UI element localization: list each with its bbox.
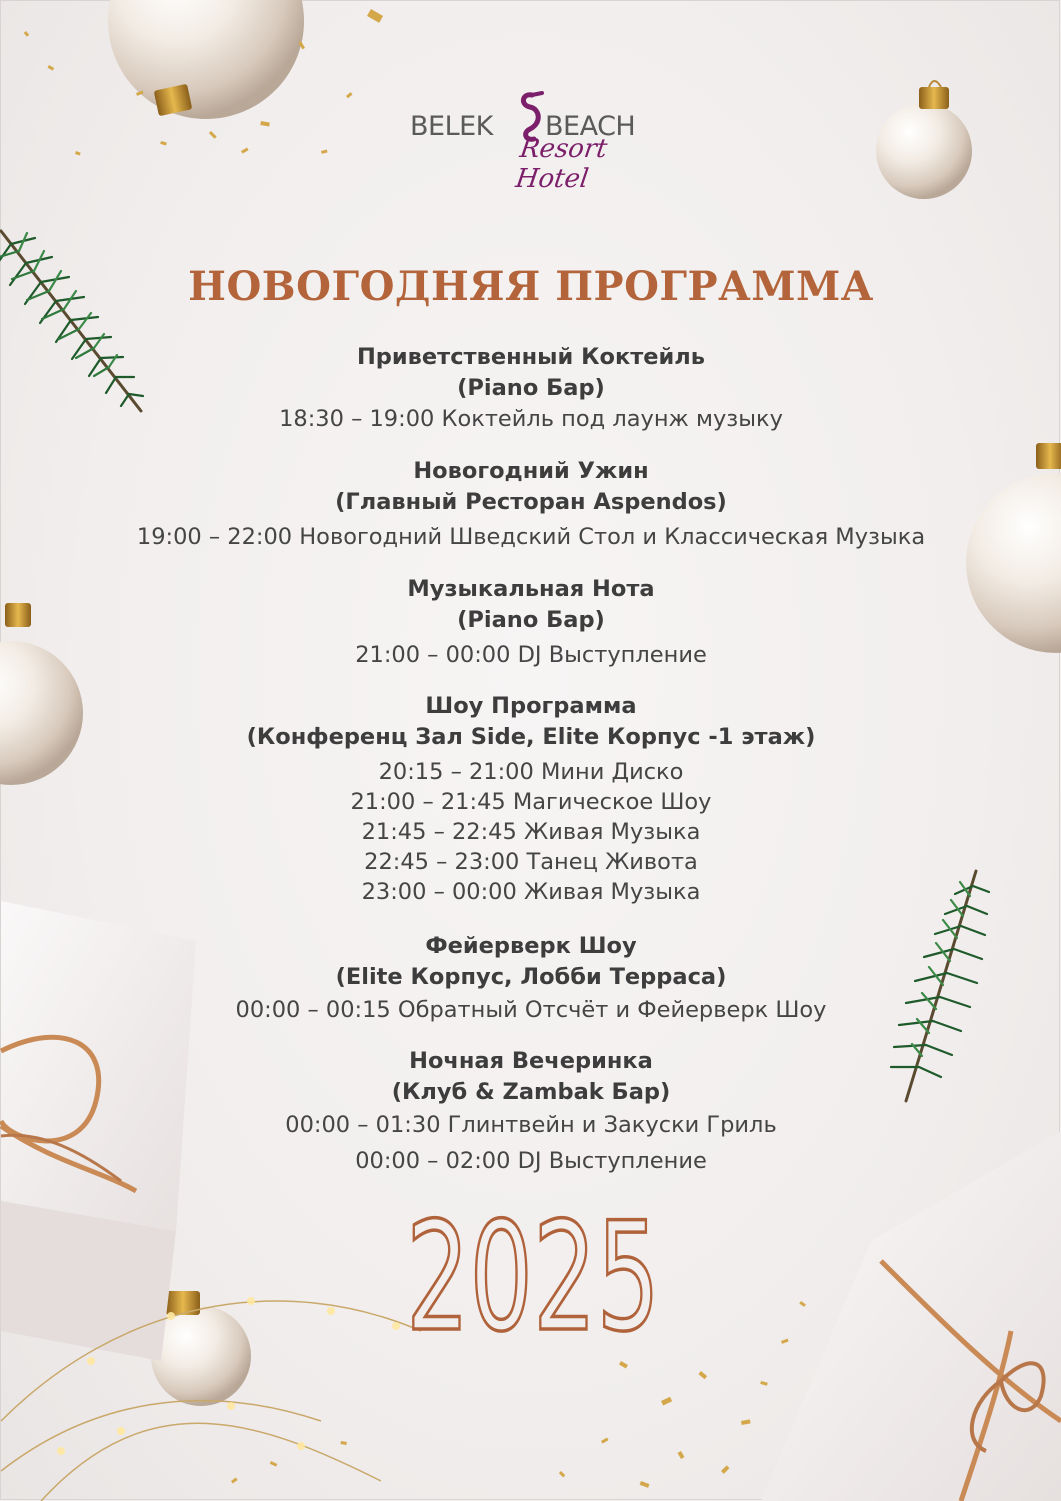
logo-subtitle: Resort Hotel [513,134,610,194]
section-heading: Новогодний Ужин [413,458,649,484]
program-section [1,574,1061,670]
program-section [1,691,1061,907]
page-title: НОВОГОДНЯЯ ПРОГРАММА [188,263,874,310]
gift-box-icon [761,1131,1061,1501]
schedule-line: 00:00 – 00:15 Обратный Отсчёт и Фейерверк Шоу [235,997,827,1023]
schedule-line: 23:00 – 00:00 Живая Музыка [361,879,701,905]
schedule-line: 00:00 – 02:00 DJ Выступление [355,1148,707,1174]
year-text: 2025 [406,1191,660,1365]
schedule-line: 21:45 – 22:45 Живая Музыка [361,819,701,845]
section-venue: (Piano Бар) [457,375,605,401]
schedule-line: 21:00 – 21:45 Магическое Шоу [350,789,712,815]
hotel-logo [396,89,666,194]
program-section [1,1046,1061,1176]
section-venue: (Piano Бар) [457,607,605,633]
section-venue: (Клуб & Zambak Бар) [391,1079,671,1105]
program-section [1,342,1061,434]
program-section [1,931,1061,1025]
schedule-line: 20:15 – 21:00 Мини Диско [378,759,684,785]
schedule-line: 22:45 – 23:00 Танец Живота [364,849,698,875]
section-heading: Ночная Вечеринка [409,1048,653,1074]
schedule-line: 19:00 – 22:00 Новогодний Шведский Стол и Классическая Музыка [136,524,926,550]
section-heading: Фейерверк Шоу [425,933,637,959]
ornament-ball-icon [876,81,972,199]
section-venue: (Elite Корпус, Лобби Терраса) [335,964,727,990]
logo-word-left: BELEK [410,111,493,142]
section-heading: Музыкальная Нота [407,576,655,602]
schedule-line: 18:30 – 19:00 Коктейль под лаунж музыку [279,406,783,432]
ornament-ball-icon [108,0,304,119]
section-heading: Приветственный Коктейль [356,344,706,370]
schedule-line: 00:00 – 01:30 Глинтвейн и Закуски Гриль [285,1112,777,1138]
schedule-line: 21:00 – 00:00 DJ Выступление [355,642,707,668]
section-heading: Шоу Программа [425,693,637,719]
logo-word-right: BEACH [545,111,636,142]
section-venue: (Главный Ресторан Aspendos) [335,489,727,515]
section-venue: (Конференц Зал Side, Elite Корпус -1 этаж) [246,724,816,750]
year-graphic [401,1189,671,1365]
program-section [1,456,1061,552]
